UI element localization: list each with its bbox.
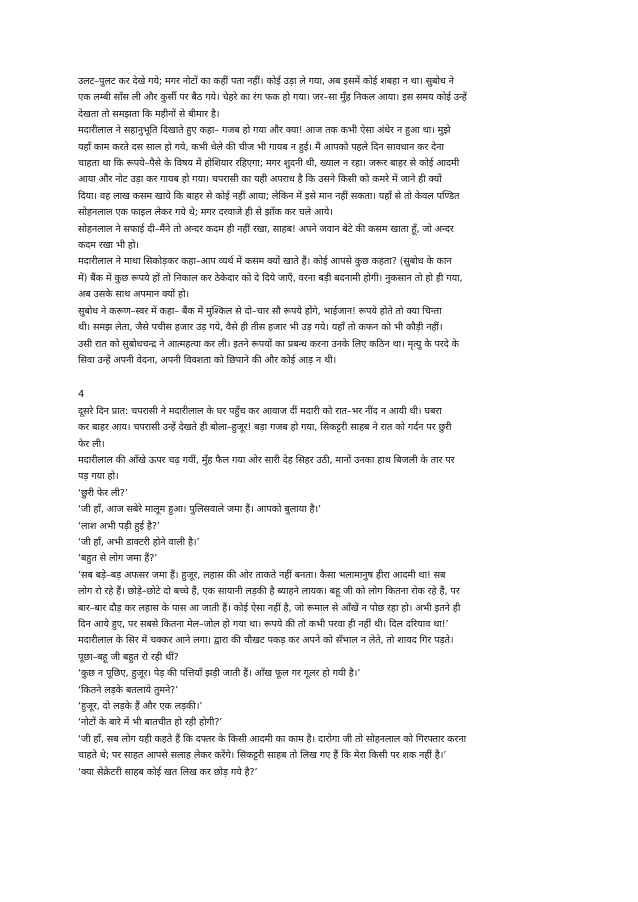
text-line: देखता तो समझता कि महीनों से बीमार है।	[78, 108, 220, 120]
section-spacer	[78, 369, 566, 387]
paragraph-block-1	[78, 74, 566, 369]
text-line: आया और नोट उड़ा कर गायब हो गया। चपरासी का यही अपराध है कि उसने किसी को कमरे में जाने ही क्यों	[78, 174, 442, 186]
text-line: चाहते थे; पर साहत आपसे सलाह लेकर करेंगे। सिकट्टरी साहब तो लिख गए हैं कि मेरा किसी पर शक नहीं है।’	[78, 750, 447, 762]
text-line: दूसरे दिन प्रात: चपरासी ने मदारीलाल के घर पहुँच कर आवाज दीं मदारी को रात–भर नींद न आयी थी। घबरा	[78, 405, 442, 417]
text-line: पड़ गया हो।	[78, 471, 119, 483]
text-line: में) बैंक में कुछ रूपये हों तो निकाल कर ठेकेदार को दे दिये जाएँ, वरना बड़ी बदनामी होगी। नुकसान तो हो ही गया,	[78, 272, 463, 284]
text-line: बार–बार दौड़ कर लहास के पास आ जाती हैं। कोई ऐसा नहीं है, जो रूमाल से आँखें न पोछ रहा हो। अभी इतने ही	[78, 602, 461, 614]
text-line: कदम रखा भी हो।	[78, 240, 139, 252]
text-line: लोग रो रहे हैं। छोड़े–छोटे दो बच्चे हैं, एक सायानी लड़की है ब्याहने लायक। बहू जी को लोग कितना रोक रहे हैं, पर	[78, 586, 460, 598]
text-line: ‘जी हाँ, आज सबेरे मालूम हुआ। पुलिसवाले जमा हैं। आपको बुलाया है।’	[78, 504, 321, 516]
text-line: ‘कितने लड़के बतलाये तुमने?’	[78, 684, 179, 696]
text-line: ‘लाश अभी पड़ी हुई है?’	[78, 520, 160, 532]
text-line: सुबोध ने करूण–स्वर में कहा– बैंक में मुश्किल से दो–चार सौ रूपये होंगे, भाईजान! रूपये होते तो क्या चिन्ता	[78, 305, 442, 317]
text-line: पूछा–बहू जी बहुत रो रही थीं?	[78, 651, 179, 663]
text-line: थी। समझ लेता, जैसे पचीस हजार उड़ गये, वैसे ही तीस हजार भी उड़ गये। यहाँ तो कफन को भी कौड़ी नहीं।	[78, 322, 443, 334]
text-line: यहाँ काम करते दस साल हो गये, कभी धेले की चीज भी गायब न हुई। मैं आपको पहले दिन सावधान कर देना	[78, 141, 444, 153]
text-line: उसी रात को सुबोधचन्द्र ने आत्महत्या कर ली। इतने रूपयों का प्रबन्ध करना उनके लिए कठिन था। मृत्यु के परदे के	[78, 338, 459, 350]
text-line: सोहनलाल ने सफाई दी–मैंने तो अन्दर कदम ही नहीं रखा, साहब! अपने जवान बेटे की कसम खाता हूँ, जो अन्दर	[78, 223, 454, 235]
text-line: ‘क्या सेक्रेटरी साहब कोई खत लिख कर छोड़ गये है?’	[78, 766, 258, 778]
text-line: चाहता था कि रूपये–पैसे के विषय में होशियार रहिएगा; मगर शुदनी थी, ख्याल न रहा। जरूर बाहर से कोई आदमी	[78, 158, 460, 170]
paragraph-block-2	[78, 404, 566, 781]
text-line: ‘जी हाँ, अभी डाक्टरी होने वाली है।’	[78, 536, 200, 548]
text-line: सिवा उन्हें अपनी वेदना, अपनी विवशता को छिपाने की और कोई आड़ न थी।	[78, 354, 337, 366]
text-line: मदारीलाल ने माथा सिकोड़कर कहा–आप व्यर्थ में कसम क्यों खाते हैं। कोई आपसे कुछ कहता? (सुबोध के कान	[78, 256, 452, 268]
text-line: ‘हुजूर, दो लड़के हैं और एक लड़की।’	[78, 701, 203, 713]
text-line: ‘सब बड़े–बड़ अफसर जमा हैं। हुजूर, लहास की ओर ताकते नहीं बनता। कैसा भलामानुष हीरा आदमी था! सब	[78, 569, 446, 581]
text-line: मदारीलाल के सिर में चक्कर आने लगा। द्वारा की चौखट पकड़ कर अपने को सँभाल न लेते, तो शायद गिर पड़ते।	[78, 635, 454, 647]
text-line: दिन आये हुए, पर सबसे कितना मेल–जोल हो गया था। रूपये की तो कभी परवा ही नहीं थी। दिल दरियाव था!’	[78, 619, 449, 630]
text-line: फेर ली।	[78, 438, 105, 450]
text-line: सोहनलाल एक फाइल लेकर गये थे; मगर दरवाजे ही से झाँक कर चले आये।	[78, 207, 333, 219]
text-line: ‘बहुत से लोग जमा हैं?’	[78, 553, 158, 565]
text-line: मदारीलाल की आँखे ऊपर चढ़ गयीं, मुँह फैल गया ओर सारी देह सिहर उठी, मानों उनका हाथ बिजली के तार पर	[78, 454, 455, 466]
text-line: एक लम्बी साँस ली और कुर्सी पर बैठ गये। चेहरे का रंग फक हो गया। जर–सा मुँह निकल आया। इस समय कोई उन्हें	[78, 92, 467, 104]
document-page	[78, 74, 566, 781]
text-line: अब उसके साथ अपमान क्यों हो।	[78, 289, 189, 301]
text-line: उलट–पुलट कर देखे गये; मगर नोटों का कहीं पता नहीं। कोई उड़ा ले गया, अब इसमें कोई शबहा न था। सुबोध ने	[78, 76, 454, 87]
text-line: ‘नोटों के बारे में भी बातचीत हो रही होगी?’	[78, 717, 223, 729]
text-line: मदारीलाल ने सहानुभूति दिखाते हुए कहा– गजब हो गया और क्या! आज तक कभी ऐसा अंधेर न हुआ था। मुझे	[78, 125, 451, 137]
text-line: ‘जी हाँ, सब लोग यही कहते हैं कि दफ्तर के किसी आदमी का काम है। दारोगा जी तो सोहनलाल को गिरफ्तार करना	[78, 733, 466, 745]
text-line: ‘कुछ न पूछिए, हुजूर। पेड़ की पत्तियाँ झड़ी जाती हैं। आँख फूल गर गूलर हो गयी है।’	[78, 668, 361, 680]
section-number: 4	[78, 389, 85, 401]
text-line: ‘छुरी फेर ली?’	[78, 487, 128, 499]
text-line: कर बाहर आय। चपरासी उन्हें देखते ही बोला–हुजूर! बड़ा गजब हो गया, सिकट्टरी साहब ने रात को गर्दन पर छुरी	[78, 422, 452, 434]
text-line: दिया। वह लाख कसम खाये कि बाहर से कोई नहीं आया; लेकिन में इसे मान नहीं सकता। यहाँ से तो केवल पण्डित	[78, 190, 460, 202]
